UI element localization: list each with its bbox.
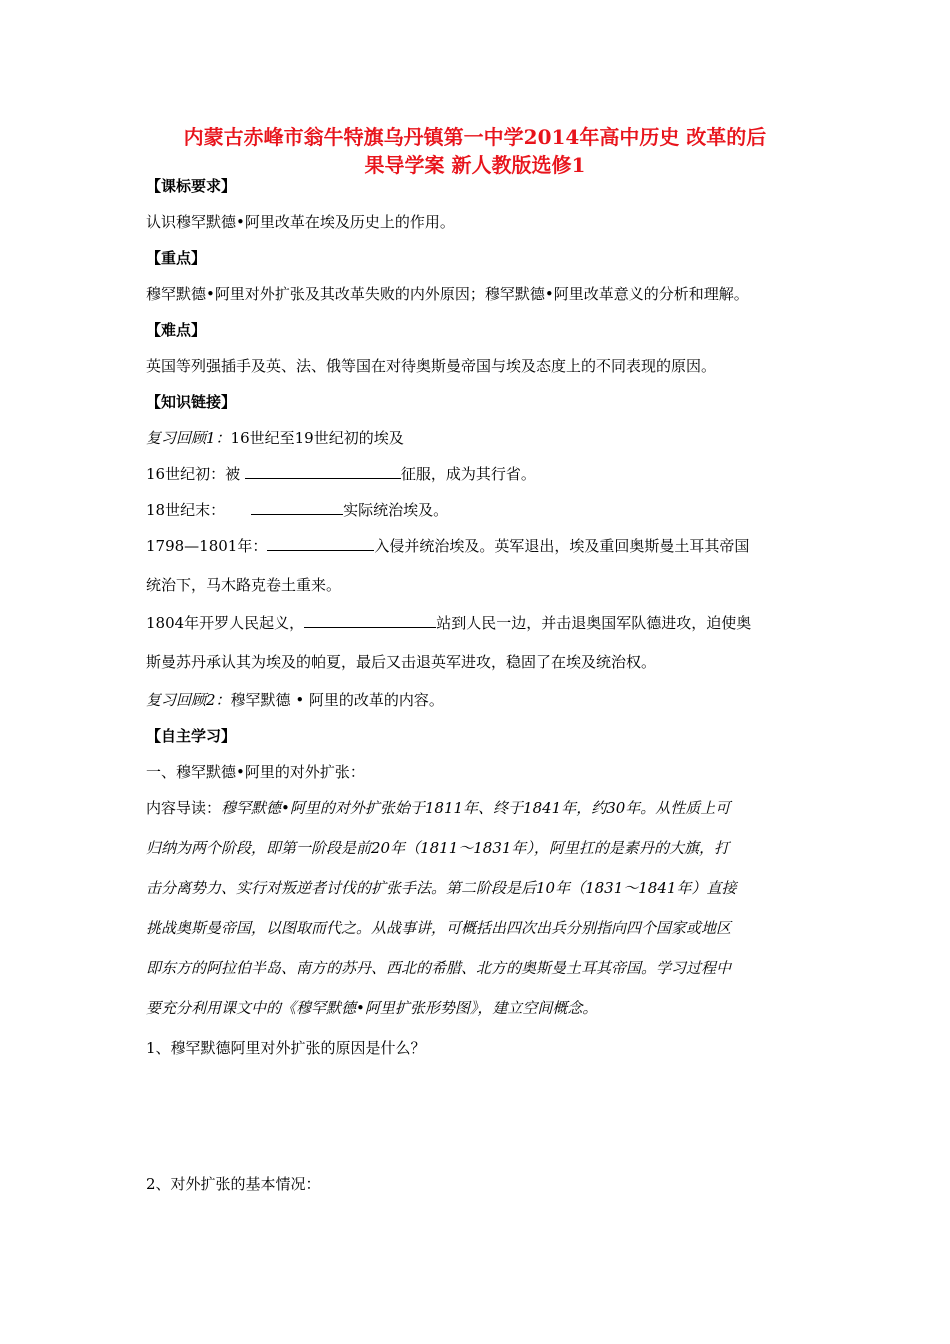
document-title-line-2: 果导学案 新人教版选修1: [364, 153, 586, 177]
review-1-text: 16世纪至19世纪初的埃及: [230, 429, 404, 447]
fill-blank-4[interactable]: [304, 613, 436, 628]
fill-blank-1[interactable]: [245, 464, 401, 479]
knowledge-item-3-continued: 统治下，马木路克卷土重来。: [146, 576, 342, 594]
guide-label: 内容导读：: [146, 799, 222, 817]
guide-line-4: 挑战奥斯曼帝国，以图取而代之。从战事讲，可概括出四次出兵分别指向四个国家或地区: [146, 919, 732, 937]
heading-kebiao: 【课标要求】: [146, 177, 237, 195]
heading-zhishi: 【知识链接】: [146, 393, 237, 411]
guide-line-3: 击分离势力、实行对叛逆者讨伐的扩张手法。第二阶段是后10年（1831～1841年）直接: [146, 879, 737, 897]
heading-zizhu: 【自主学习】: [146, 727, 237, 745]
item-3-prefix: 1798—1801年：: [146, 537, 268, 555]
knowledge-item-4: [146, 613, 751, 633]
knowledge-item-4-continued: 斯曼苏丹承认其为埃及的帕夏，最后又击退英军进攻，稳固了在埃及统治权。: [146, 653, 657, 671]
item-4-prefix: 1804年开罗人民起义，: [146, 614, 305, 632]
item-4-suffix: 站到人民一边，并击退奥国军队德进攻，迫使奥: [436, 614, 752, 632]
question-1: 1、穆罕默德阿里对外扩张的原因是什么？: [146, 1039, 426, 1057]
heading-nandian: 【难点】: [146, 321, 207, 339]
zhongdian-text: 穆罕默德•阿里对外扩张及其改革失败的内外原因；穆罕默德•阿里改革意义的分析和理解。: [146, 285, 749, 303]
item-1-suffix: 征服，成为其行省。: [400, 465, 536, 483]
item-2-prefix: 18世纪末：: [146, 501, 226, 519]
review-1: [146, 428, 404, 448]
fill-blank-2[interactable]: [251, 500, 343, 515]
guide-line-2: 归纳为两个阶段，即第一阶段是前20年（1811～1831年），阿里扛的是素丹的大旗，打: [146, 839, 729, 857]
zizhu-subheading-1: 一、穆罕默德•阿里的对外扩张：: [146, 763, 365, 781]
nandian-text: 英国等列强插手及英、法、俄等国在对待奥斯曼帝国与埃及态度上的不同表现的原因。: [146, 357, 717, 375]
knowledge-item-2: [146, 500, 448, 520]
knowledge-item-1: [146, 464, 536, 484]
review-2-text: 穆罕默德 • 阿里的改革的内容。: [230, 691, 444, 709]
review-2-label: 复习回顾2：: [146, 691, 231, 709]
knowledge-item-3: [146, 536, 749, 556]
guide-line-6: 要充分利用课文中的《穆罕默德•阿里扩张形势图》，建立空间概念。: [146, 999, 598, 1017]
guide-text: 穆罕默德•阿里的对外扩张始于1811年、终于1841年，约30年。从性质上可: [221, 799, 731, 817]
guide-line-5: 即东方的阿拉伯半岛、南方的苏丹、西北的希腊、北方的奥斯曼土耳其帝国。学习过程中: [146, 959, 732, 977]
review-2: [146, 690, 444, 710]
fill-blank-3[interactable]: [267, 536, 374, 551]
kebiao-text: 认识穆罕默德•阿里改革在埃及历史上的作用。: [146, 213, 455, 231]
item-3-suffix: 入侵并统治埃及。英军退出，埃及重回奥斯曼土耳其帝国: [374, 537, 750, 555]
heading-zhongdian: 【重点】: [146, 249, 207, 267]
item-2-suffix: 实际统治埃及。: [343, 501, 449, 519]
document-title-line-1: 内蒙古赤峰市翁牛特旗乌丹镇第一中学2014年高中历史 改革的后: [183, 125, 767, 149]
question-2: 2、对外扩张的基本情况：: [146, 1175, 321, 1193]
review-1-label: 复习回顾1：: [146, 429, 231, 447]
item-1-prefix: 16世纪初：被: [146, 465, 245, 483]
guide-line-1: [146, 798, 730, 818]
